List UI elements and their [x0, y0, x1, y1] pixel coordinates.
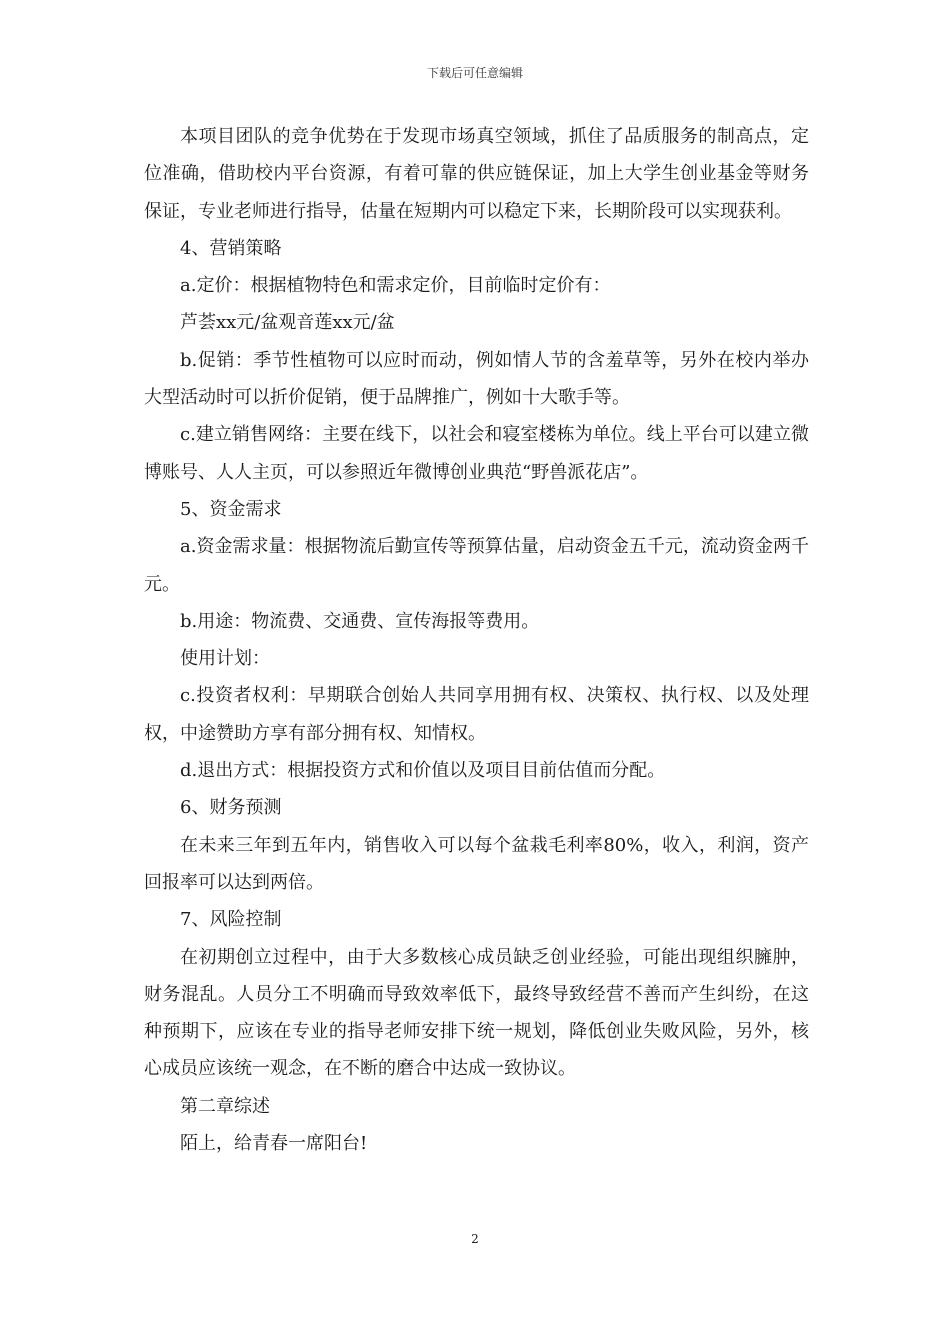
paragraph-promotion: b.促销：季节性植物可以应时而动，例如情人节的含羞草等，另外在校内举办大型活动时可以折价促销，便于品牌推广，例如十大歌手等。	[144, 349, 809, 409]
document-body	[144, 118, 809, 1162]
paragraph-funding-amount: a.资金需求量：根据物流后勤宣传等预算估量，启动资金五千元，流动资金两千元。	[144, 536, 809, 595]
heading-risk-control: 7、风险控制	[180, 909, 282, 931]
paragraph-exit-method: d.退出方式：根据投资方式和价值以及项目目前估值而分配。	[180, 760, 666, 782]
page-header: 下载后可任意编辑	[426, 66, 523, 80]
heading-financial-forecast: 6、财务预测	[180, 797, 282, 819]
heading-funding-needs: 5、资金需求	[180, 498, 282, 520]
paragraph-pricing: a.定价：根据植物特色和需求定价，目前临时定价有：	[180, 275, 611, 297]
paragraph-usage-plan: 使用计划：	[180, 648, 270, 670]
heading-marketing-strategy: 4、营销策略	[180, 237, 282, 259]
paragraph-financial-forecast: 在未来三年到五年内，销售收入可以每个盆栽毛利率80%，收入，利润，资产回报率可以达到两倍。	[144, 834, 809, 893]
paragraph-slogan: 陌上，给青春一席阳台!	[180, 1133, 368, 1155]
paragraph-usage: b.用途：物流费、交通费、宣传海报等费用。	[180, 610, 540, 632]
heading-chapter-two: 第二章综述	[180, 1095, 270, 1117]
page-number: 2	[471, 1232, 479, 1246]
paragraph-risk-control: 在初期创立过程中，由于大多数核心成员缺乏创业经验，可能出现组织臃肿，财务混乱。人员分工不明确而导致效率低下，最终导致经营不善而产生纠纷，在这种预期下，应该在专业的指导老师安排下统一规划，降低创业失败风险，另外，核心成员应该统一观念，在不断的磨合中达成一致协议。	[144, 946, 809, 1080]
paragraph-competitive-advantage: 本项目团队的竞争优势在于发现市场真空领域，抓住了品质服务的制高点，定位准确，借助校内平台资源，有着可靠的供应链保证，加上大学生创业基金等财务保证，专业老师进行指导，估量在短期内可以稳定下来，长期阶段可以实现获利。	[144, 126, 809, 222]
paragraph-price-list: 芦荟xx元/盆观音莲xx元/盆	[180, 312, 395, 334]
paragraph-sales-network: c.建立销售网络：主要在线下，以社会和寝室楼栋为单位。线上平台可以建立微博账号、人人主页，可以参照近年微博创业典范“野兽派花店”。	[144, 424, 809, 483]
paragraph-investor-rights: c.投资者权利：早期联合创始人共同享用拥有权、决策权、执行权、以及处理权，中途赞助方享有部分拥有权、知情权。	[144, 685, 809, 744]
